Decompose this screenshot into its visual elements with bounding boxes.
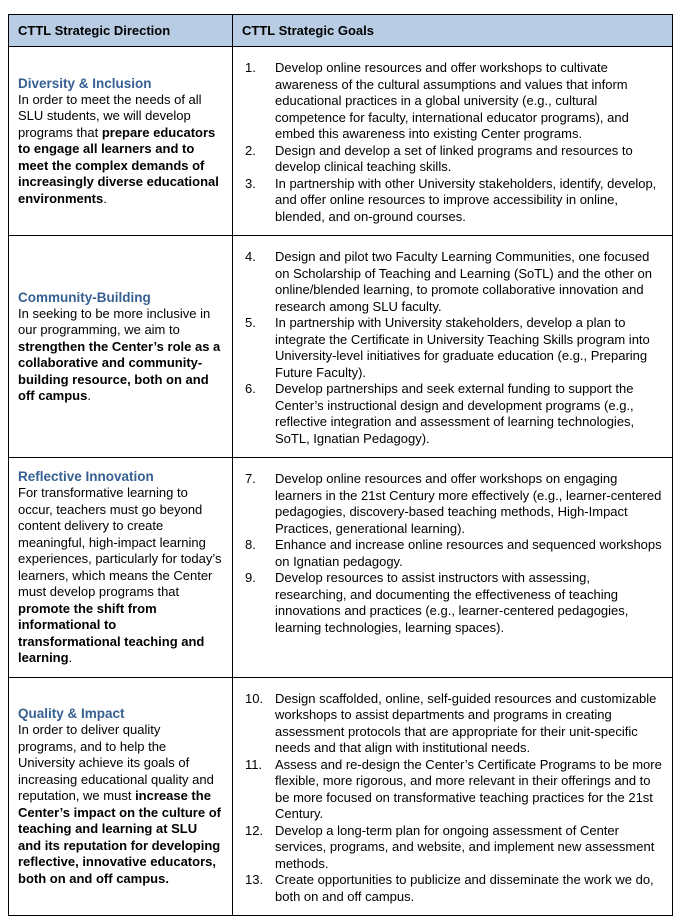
direction-heading: Community-Building: [18, 289, 151, 305]
goal-number: 8.: [245, 537, 256, 552]
goal-text: Design and develop a set of linked programs and resources to develop clinical teaching skills.: [275, 142, 633, 174]
goal-text: Develop online resources and offer workshops on engaging learners in the 21st Century more effectively (e.g., learner-centered pedagogies, discovery-based teaching methods, High-Impact Practices, generational learning).: [275, 471, 662, 536]
direction-cell: [9, 677, 233, 916]
direction-body: [18, 485, 222, 667]
goal-item: [245, 872, 662, 905]
direction-body-tail: .: [87, 388, 91, 403]
goal-number: 12.: [245, 822, 264, 838]
goal-text: Develop a long-term plan for ongoing assessment of Center services, programs, and website, and implement new assessment methods.: [275, 822, 655, 871]
goal-item: [245, 757, 662, 823]
goal-number: 13.: [245, 872, 264, 887]
goal-text: Develop resources to assist instructors with assessing, researching, and documenting the effectiveness of teaching innovations and practices (e.g., learner-centered pedagogies, learning technologies, learning spaces).: [275, 570, 629, 635]
direction-body-normal: For transformative learning to occur, teachers must go beyond content delivery to create meaningful, high-impact learning experiences, particularly for today’s learners, which means the Center must develop programs that: [18, 485, 222, 599]
direction-cell: [9, 236, 233, 458]
direction-cell: [9, 458, 233, 678]
goal-number: 6.: [245, 381, 256, 396]
goal-text: Design scaffolded, online, self-guided resources and customizable workshops to assist departments and programs in creating assessment protocols that are appropriate for their unit-specific needs and that align with institutional needs.: [275, 690, 657, 755]
direction-body-normal: In seeking to be more inclusive in our programming, we aim to: [18, 305, 211, 337]
goal-text: Assess and re-design the Center’s Certificate Programs to be more flexible, more rigorous, and more relevant in their offerings and to be more focused on transformative teaching practices for the 21st Century.: [275, 756, 662, 821]
direction-body: [18, 306, 222, 405]
direction-cell: [9, 47, 233, 236]
goal-item: [245, 315, 662, 381]
direction-body-normal: In order to meet the needs of all SLU students, we will develop programs that: [18, 91, 202, 140]
goal-item: [245, 823, 662, 873]
direction-body-tail: .: [68, 650, 73, 665]
goals-cell: [233, 47, 673, 236]
goal-text: Develop online resources and offer workshops to cultivate awareness of the cultural assumptions and values that inform educational practices in a global university (e.g., cultural competence for faculty, international educator programs), and embed this awareness into existing Center programs.: [275, 60, 629, 141]
goal-number: 3.: [245, 175, 256, 191]
goals-cell: [233, 677, 673, 916]
table-row-community-building: [9, 236, 673, 458]
goal-item: [245, 176, 662, 226]
table-row-diversity-inclusion: [9, 47, 673, 236]
direction-body: [18, 722, 222, 887]
goal-text: Enhance and increase online resources and sequenced workshops on Ignatian pedagogy.: [275, 537, 662, 569]
goal-text: Develop partnerships and seek external funding to support the Center’s instructional design and development programs (e.g., reflective integration and assessment of learning technologies, SoTL, Ignatian Pedagogy).: [275, 381, 635, 446]
strategic-plan-table: [8, 14, 673, 916]
goal-text: Design and pilot two Faculty Learning Communities, one focused on Scholarship of Teaching and Learning (SoTL) and the other on online/blended learning, to promote collaborative innovation and research among SLU faculty.: [275, 249, 653, 314]
goal-item: [245, 249, 662, 315]
goal-number: 4.: [245, 249, 256, 264]
direction-heading: Quality & Impact: [18, 706, 125, 722]
direction-body-bold: promote the shift from informational to transformational teaching and learning: [18, 600, 205, 665]
goal-number: 1.: [245, 60, 256, 75]
goal-number: 10.: [245, 690, 264, 706]
goal-number: 11.: [245, 756, 263, 772]
table-row-quality-impact: [9, 677, 673, 916]
goal-number: 2.: [245, 142, 256, 158]
direction-body: [18, 92, 222, 208]
goal-number: 5.: [245, 315, 256, 330]
goal-item: [245, 60, 662, 143]
direction-heading: Reflective Innovation: [18, 469, 154, 484]
column-header-direction: CTTL Strategic Direction: [9, 15, 233, 47]
column-header-goals: CTTL Strategic Goals: [233, 15, 673, 47]
direction-heading: Diversity & Inclusion: [18, 75, 152, 91]
goal-item: [245, 691, 662, 757]
goal-number: 9.: [245, 570, 256, 585]
direction-body-bold: increase the Center’s impact on the culture of teaching and learning at SLU and its reputation for developing reflective, innovative educators, both on and off campus.: [18, 788, 221, 886]
table-row-reflective-innovation: [9, 458, 673, 678]
direction-body-bold: prepare educators to engage all learners and to meet the complex demands of increasingly diverse educational environments: [18, 124, 219, 206]
goals-cell: [233, 458, 673, 678]
goal-item: [245, 381, 662, 447]
direction-body-normal: In order to deliver quality programs, and to help the University achieve its goals of increasing educational quality and reputation, we must: [18, 722, 214, 804]
goal-item: [245, 537, 662, 570]
goals-cell: [233, 236, 673, 458]
goal-item: [245, 471, 662, 537]
direction-body-bold: strengthen the Center’s role as a collaborative and community-building resource, both on and off campus: [18, 338, 221, 403]
goal-item: [245, 570, 662, 636]
goal-text: Create opportunities to publicize and disseminate the work we do, both on and off campus.: [275, 872, 654, 904]
goal-text: In partnership with University stakeholders, develop a plan to integrate the Certificate in University Teaching Skills program into University-level initiatives for graduate education (e.g., Preparing Future Faculty).: [275, 315, 650, 380]
goal-item: [245, 143, 662, 176]
direction-body-tail: .: [103, 190, 107, 206]
goal-number: 7.: [245, 471, 256, 486]
header-row: [9, 15, 673, 47]
goal-text: In partnership with other University stakeholders, identify, develop, and offer online resources to improve accessibility in online, blended, and on-ground courses.: [275, 175, 657, 224]
